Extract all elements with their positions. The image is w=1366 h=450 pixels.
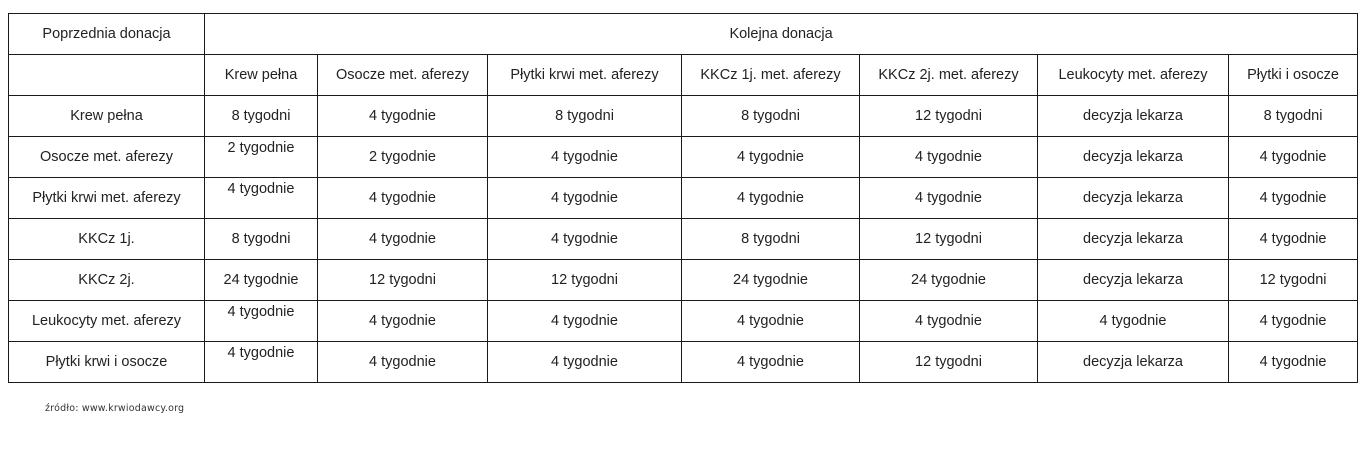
table-cell-text: 4 tygodnie: [227, 304, 295, 320]
row-label: Krew pełna: [9, 96, 205, 137]
group-header-row: [9, 14, 1358, 55]
column-header: Leukocyty met. aferezy: [1038, 55, 1229, 96]
table-row: [9, 178, 1358, 219]
table-row: [9, 219, 1358, 260]
table-cell: 4 tygodnie: [682, 301, 860, 342]
table-cell: 4 tygodnie: [1229, 301, 1358, 342]
table-cell: 4 tygodnie: [860, 137, 1038, 178]
table-cell: 4 tygodnie: [318, 96, 488, 137]
table-cell: 4 tygodnie: [1229, 219, 1358, 260]
table-cell: 8 tygodni: [205, 219, 318, 260]
table-cell: 12 tygodni: [860, 96, 1038, 137]
table-cell: 4 tygodnie: [682, 178, 860, 219]
table-row: [9, 96, 1358, 137]
group-header: Kolejna donacja: [205, 14, 1358, 55]
table-cell: 4 tygodnie: [488, 178, 682, 219]
column-header-row: [9, 55, 1358, 96]
table-cell: 4 tygodnie: [682, 137, 860, 178]
table-cell-text: 2 tygodnie: [227, 140, 295, 156]
table-cell: decyzja lekarza: [1038, 96, 1229, 137]
source-note: źródło: www.krwiodawcy.org: [45, 403, 185, 414]
table-cell: decyzja lekarza: [1038, 342, 1229, 383]
table-cell: 12 tygodni: [318, 260, 488, 301]
column-header: Płytki i osocze: [1229, 55, 1358, 96]
table-cell: 4 tygodnie: [488, 137, 682, 178]
table-cell: 8 tygodni: [205, 96, 318, 137]
row-label: Płytki krwi met. aferezy: [9, 178, 205, 219]
row-label: Leukocyty met. aferezy: [9, 301, 205, 342]
table-cell: decyzja lekarza: [1038, 137, 1229, 178]
table-cell: 12 tygodni: [860, 342, 1038, 383]
row-label: KKCz 2j.: [9, 260, 205, 301]
column-header: Krew pełna: [205, 55, 318, 96]
table-cell: 8 tygodni: [682, 219, 860, 260]
table-cell: 4 tygodnie: [488, 342, 682, 383]
table-cell: [205, 178, 318, 219]
table-cell: 4 tygodnie: [860, 301, 1038, 342]
table-cell: 8 tygodni: [682, 96, 860, 137]
table-cell: 24 tygodnie: [205, 260, 318, 301]
table-row: [9, 137, 1358, 178]
table-cell: 4 tygodnie: [1229, 342, 1358, 383]
table-cell: 4 tygodnie: [318, 219, 488, 260]
table-cell: 12 tygodni: [1229, 260, 1358, 301]
row-label: Płytki krwi i osocze: [9, 342, 205, 383]
column-header: Osocze met. aferezy: [318, 55, 488, 96]
table-cell: 12 tygodni: [860, 219, 1038, 260]
table-cell: [205, 342, 318, 383]
table-cell: 4 tygodnie: [682, 342, 860, 383]
table-cell: 8 tygodni: [1229, 96, 1358, 137]
table-cell: 4 tygodnie: [1038, 301, 1229, 342]
table-cell: 4 tygodnie: [488, 301, 682, 342]
column-header-blank: [9, 55, 205, 96]
column-header: KKCz 1j. met. aferezy: [682, 55, 860, 96]
table-cell: 24 tygodnie: [860, 260, 1038, 301]
table-cell: 24 tygodnie: [682, 260, 860, 301]
row-label: KKCz 1j.: [9, 219, 205, 260]
table-cell: 2 tygodnie: [318, 137, 488, 178]
table-cell: 4 tygodnie: [488, 219, 682, 260]
table-cell: 12 tygodni: [488, 260, 682, 301]
donation-interval-table: [8, 13, 1358, 383]
table-row: [9, 301, 1358, 342]
table-cell: decyzja lekarza: [1038, 219, 1229, 260]
column-header: KKCz 2j. met. aferezy: [860, 55, 1038, 96]
table-cell: 4 tygodnie: [1229, 137, 1358, 178]
table-cell-text: 4 tygodnie: [227, 181, 295, 197]
table-cell: 4 tygodnie: [860, 178, 1038, 219]
table-cell: 8 tygodni: [488, 96, 682, 137]
table-cell-text: 4 tygodnie: [227, 345, 295, 361]
column-header: Płytki krwi met. aferezy: [488, 55, 682, 96]
table-cell: decyzja lekarza: [1038, 260, 1229, 301]
table-cell: 4 tygodnie: [1229, 178, 1358, 219]
table-cell: decyzja lekarza: [1038, 178, 1229, 219]
table-row: [9, 342, 1358, 383]
table-cell: 4 tygodnie: [318, 301, 488, 342]
corner-header: Poprzednia donacja: [9, 14, 205, 55]
table-cell: [205, 301, 318, 342]
table-cell: 4 tygodnie: [318, 178, 488, 219]
row-label: Osocze met. aferezy: [9, 137, 205, 178]
table-row: [9, 260, 1358, 301]
table-cell: 4 tygodnie: [318, 342, 488, 383]
table-cell: [205, 137, 318, 178]
